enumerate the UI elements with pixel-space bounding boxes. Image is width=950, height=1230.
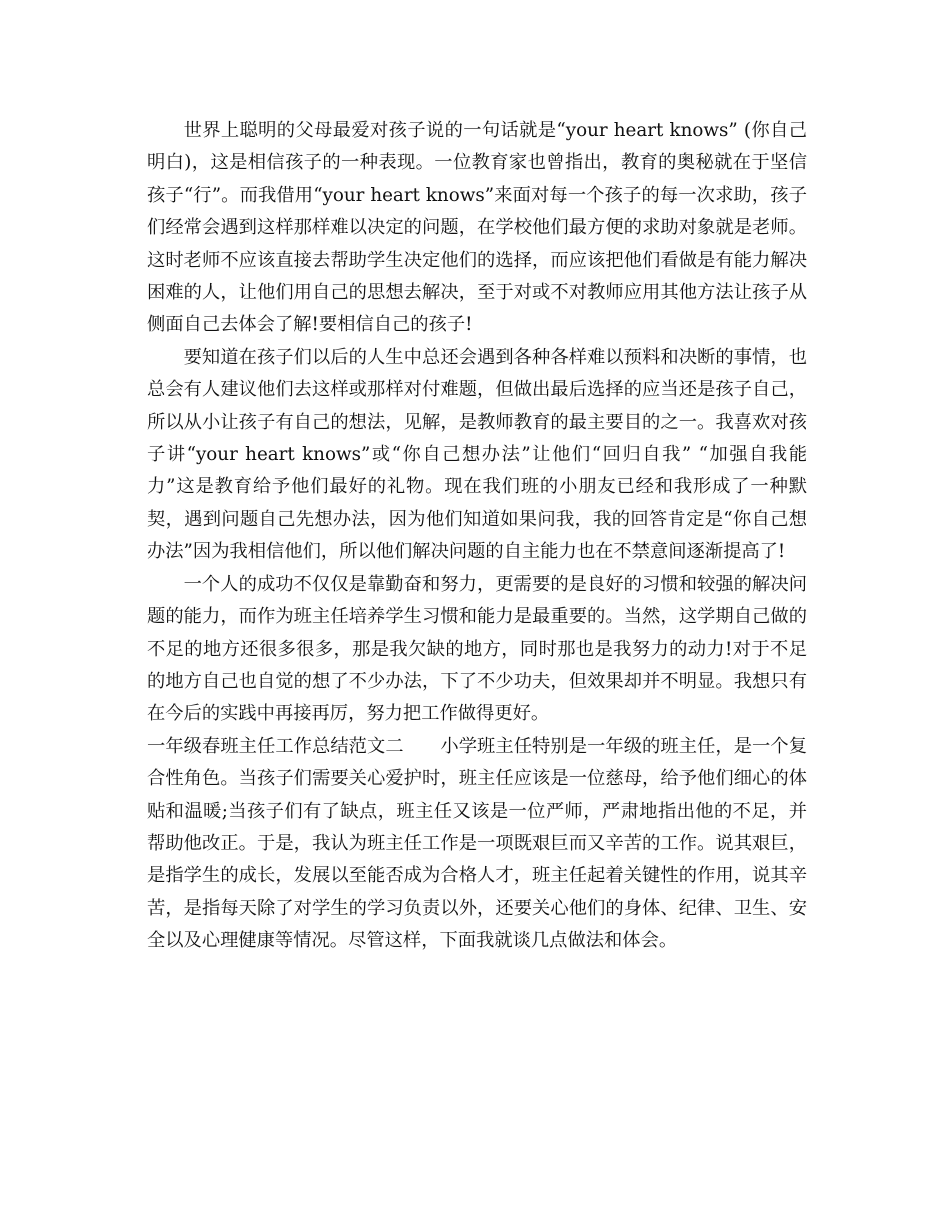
paragraph-2: 要知道在孩子们以后的人生中总还会遇到各种各样难以预料和决断的事情，也总会有人建议他们去这样或那样对付难题，但做出最后选择的应当还是孩子自己，所以从小让孩子有自己的想法，见解，是教师教育的最主要目的之一。我喜欢对孩子讲“your heart knows”或“你自己想办法”让他们“回归自我” “加强自我能力”这是教育给予他们最好的礼物。现在我们班的小朋友已经和我形成了一种默契，遇到问题自己先想办法，因为他们知道如果问我，我的回答肯定是“你自己想办法”因为我相信他们，所以他们解决问题的自主能力也在不禁意间逐渐提高了! <box>147 346 807 563</box>
paragraph-1: 世界上聪明的父母最爱对孩子说的一句话就是“your heart knows” (你自己明白)，这是相信孩子的一种表现。一位教育家也曾指出，教育的奥秘就在于坚信孩子“行”。而我借用“your heart knows”来面对每一个孩子的每一次求助，孩子们经常会遇到这样那样难以决定的问题，在学校他们最方便的求助对象就是老师。这时老师不应该直接去帮助学生决定他们的选择，而应该把他们看做是有能力解决困难的人，让他们用自己的思想去解决，至于对或不对教师应用其他方法让孩子从侧面自己去体会了解!要相信自己的孩子! <box>147 120 807 336</box>
paragraph-3: 一个人的成功不仅仅是靠勤奋和努力，更需要的是良好的习惯和较强的解决问题的能力，而作为班主任培养学生习惯和能力是最重要的。当然，这学期自己做的不足的地方还很多很多，那是我欠缺的地方，同时那也是我努力的动力!对于不足的地方自己也自觉的想了不少办法，下了不少功夫，但效果却并不明显。我想只有在今后的实践中再接再厉，努力把工作做得更好。 <box>147 573 807 725</box>
document-body <box>147 115 807 958</box>
paragraph-4: 一年级春班主任工作总结范文二 小学班主任特别是一年级的班主任，是一个复合性角色。当孩子们需要关心爱护时，班主任应该是一位慈母，给予他们细心的体贴和温暖;当孩子们有了缺点，班主任又该是一位严师，严肃地指出他的不足，并帮助他改正。于是，我认为班主任工作是一项既艰巨而又辛苦的工作。说其艰巨，是指学生的成长，发展以至能否成为合格人才，班主任起着关键性的作用，说其辛苦，是指每天除了对学生的学习负责以外，还要关心他们的身体、纪律、卫生、安全以及心理健康等情况。尽管这样，下面我就谈几点做法和体会。 <box>147 735 807 952</box>
